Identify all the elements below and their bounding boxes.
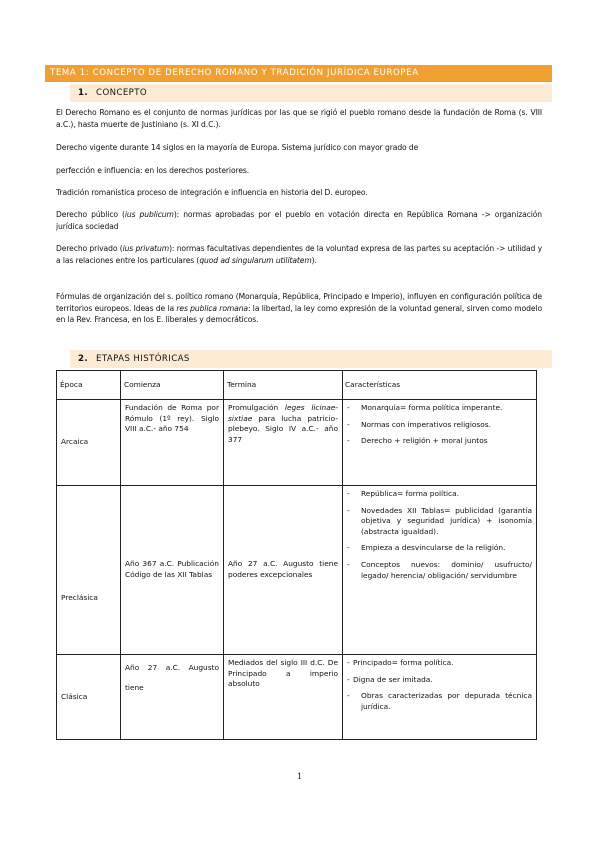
section-number: 2.	[78, 354, 89, 364]
item-text: Obras caracterizadas por depurada técnica jurídica.	[361, 691, 532, 711]
text: Fórmulas de organización del s. político romano (Monarquía, República, Principado e Imperio), influyen en configuración política de territorios europeos. Ideas de la	[56, 292, 542, 313]
bullet-dash: -	[347, 403, 350, 412]
text: Promulgación	[228, 403, 285, 412]
latin-term: quod ad singularum utilitatem	[199, 255, 312, 265]
list-item	[345, 489, 532, 500]
paragraph-perfeccion: perfección e influencia: en los derechos posteriores.	[56, 166, 250, 175]
bullet-dash: -	[347, 489, 350, 498]
list-item	[345, 403, 532, 414]
text: para lucha patricio-plebeyo. Siglo IV a.C.- año 377	[228, 413, 338, 444]
cell-comienza: Año 27 a.C. Augusto tiene	[121, 655, 224, 740]
section-title: CONCEPTO	[96, 88, 148, 98]
table-row	[57, 486, 537, 655]
item-text: República= forma política.	[361, 489, 459, 498]
bullet-dash: -	[347, 505, 350, 515]
text: : la libertad, la ley como expresión de la voluntad general, sirven como modelo en la Rev. Francesa, en los E. liberales y democráticos.	[56, 303, 542, 324]
cell-comienza: Fundación de Roma por Rómulo (1º rey). Siglo VIII a.C.- año 754	[121, 400, 224, 486]
topic-title-bar	[45, 65, 552, 82]
bullet-dash: -	[347, 436, 350, 446]
paragraph-definition: El Derecho Romano es el conjunto de normas jurídicas por las que se rigió el pueblo romano desde la fundación de Roma (s. VIII a.C.), hasta muerte de Justiniano (s. XI d.C.).	[56, 108, 542, 129]
section-heading-etapas	[70, 350, 552, 368]
paragraph-derecho-privado	[56, 243, 542, 266]
text: Derecho público (	[56, 210, 125, 219]
topic-title: TEMA 1: CONCEPTO DE DERECHO ROMANO Y TRADICIÓN JURÍDICA EUROPEA	[50, 68, 419, 78]
paragraph-vigencia: Derecho vigente durante 14 siglos en la mayoría de Europa. Sistema jurídico con mayor grado de	[56, 143, 419, 152]
list-item	[345, 560, 532, 581]
etapas-table	[56, 370, 537, 740]
item-text: Digna de ser imitada.	[353, 674, 433, 684]
paragraph-derecho-publico	[56, 209, 542, 232]
header-comienza: Comienza	[121, 371, 224, 400]
item-text: Principado= forma política.	[353, 658, 454, 667]
page-number: 1	[297, 772, 303, 781]
cell-epoca: Arcaica	[57, 400, 121, 486]
cell-caracteristicas	[343, 655, 537, 740]
cell-epoca: Clásica	[57, 655, 121, 740]
cell-caracteristicas	[343, 400, 537, 486]
bullet-dash: -	[347, 691, 350, 701]
bullet-dash: -	[347, 419, 350, 429]
list-item	[345, 420, 532, 431]
text: ): normas aprobadas por el pueblo en votación directa en República Romana -> organización jurídica sociedad	[56, 210, 542, 231]
text: Derecho privado (	[56, 244, 123, 253]
list-item	[345, 691, 532, 712]
text: ): normas facultativas dependientes de la voluntad expresa de las partes su aceptación -> utilidad y a las relaciones entre los particulares (	[56, 244, 542, 265]
list-item	[345, 506, 532, 538]
paragraph-tradicion: Tradición romanística proceso de integración e influencia en historia del D. europeo.	[56, 188, 368, 197]
header-caracteristicas: Características	[343, 371, 537, 400]
text: ).	[311, 255, 317, 265]
table-header-row	[57, 371, 537, 400]
cell-comienza: Año 367 a.C. Publicación Código de las XII Tablas	[121, 486, 224, 655]
bullet-dash: -	[347, 543, 350, 553]
bullet-dash: -	[347, 658, 350, 667]
latin-term: ius publicum	[124, 210, 174, 219]
section-number: 1.	[78, 88, 89, 98]
list-item	[345, 436, 532, 447]
table-row	[57, 400, 537, 486]
list-item	[345, 675, 532, 686]
item-text: Novedades XII Tablas= publicidad (garantía objetiva y seguridad jurídica) + isonomía (abstracta igualdad).	[361, 505, 532, 536]
list-item	[345, 543, 532, 554]
item-text: Normas con imperativos religiosos.	[361, 419, 491, 429]
cell-caracteristicas	[343, 486, 537, 655]
bullet-dash: -	[347, 559, 350, 569]
section-title: ETAPAS HISTÓRICAS	[96, 354, 190, 364]
item-text: Conceptos nuevos: dominio/ usufructo/ legado/ herencia/ obligación/ servidumbre	[361, 559, 532, 580]
latin-term: leges licinae-sixtiae	[228, 403, 338, 423]
item-text: Empieza a desvincularse de la religión.	[361, 543, 506, 553]
item-text: Monarquía= forma política imperante.	[361, 403, 503, 412]
paragraph-formulas	[56, 291, 542, 326]
cell-termina: Año 27 a.C. Augusto tiene poderes excepcionales	[224, 486, 343, 655]
list-item	[345, 658, 532, 669]
latin-term: ius privatum	[122, 244, 170, 253]
bullet-dash: -	[347, 674, 350, 684]
table-row	[57, 655, 537, 740]
latin-term: res publica romana	[176, 303, 248, 313]
cell-termina: Mediados del siglo III d.C. De Principado a imperio absoluto	[224, 655, 343, 740]
header-epoca: Época	[57, 371, 121, 400]
item-text: Derecho + religión + moral juntos	[361, 436, 488, 446]
header-termina: Termina	[224, 371, 343, 400]
cell-epoca: Preclásica	[57, 486, 121, 655]
section-heading-concepto	[70, 84, 552, 102]
cell-termina	[224, 400, 343, 486]
